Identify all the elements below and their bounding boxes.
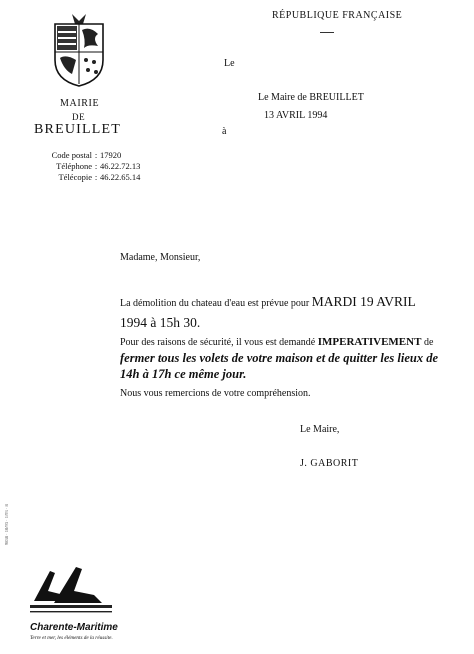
contact-value: 46.22.65.14 [100,172,141,182]
p1-text: La démolition du chateau d'eau est prévue pour [120,298,310,309]
p1-period: . [196,315,201,330]
logo-slogan: Terre et mer, les éléments de la réussite. [30,635,113,641]
thanks-line: Nous vous remercions de votre compréhension. [120,388,311,399]
letter-date: 13 AVRIL 1994 [264,110,328,121]
paragraph-safety [120,335,440,382]
p2-de: de [423,337,434,348]
a-label: à [222,126,227,137]
republique-francaise: RÉPUBLIQUE FRANÇAISE [272,10,403,21]
salutation: Madame, Monsieur, [120,252,201,263]
p2-text: Pour des raisons de sécurité, il vous est demandé [120,337,316,348]
p2-instruction: fermer tous les volets de votre maison et de quitter les lieux de 14h à 17h ce même jour. [120,351,439,381]
p1-date-emphasis: MARDI 19 AVRIL [311,294,416,309]
contact-row: Télécopie : 46.22.65.14 [34,172,140,183]
contact-label: Code postal [51,150,92,160]
sender-line: Le Maire de BREUILLET [258,92,364,103]
contact-row: Code postal : 17920 [34,150,140,161]
p1-time-emphasis: 1994 à 15h 30 [120,315,197,330]
town-name: BREUILLET [34,122,122,137]
de-label: DE [72,112,86,122]
contact-value: 46.22.72.13 [100,161,141,171]
closing: Le Maire, [300,424,340,435]
contact-block [34,150,140,183]
flying-birds-icon [30,565,112,617]
p2-imperative: IMPERATIVEMENT [317,336,422,348]
contact-row: Téléphone : 46.22.72.13 [34,161,140,172]
coat-of-arms-icon [52,12,106,88]
signature-name: J. GABORIT [300,458,359,469]
contact-label: Télécopie [58,172,92,182]
paragraph-demolition [120,292,440,334]
print-code: 9838 · 10/93 · 1/93 · 8 [4,504,9,545]
header-rule [320,32,334,33]
le-label: Le [224,58,235,69]
mairie-label: MAIRIE [60,98,100,109]
contact-value: 17920 [100,150,122,160]
contact-label: Téléphone [56,161,92,171]
logo-name: Charente-Maritime [30,622,118,633]
